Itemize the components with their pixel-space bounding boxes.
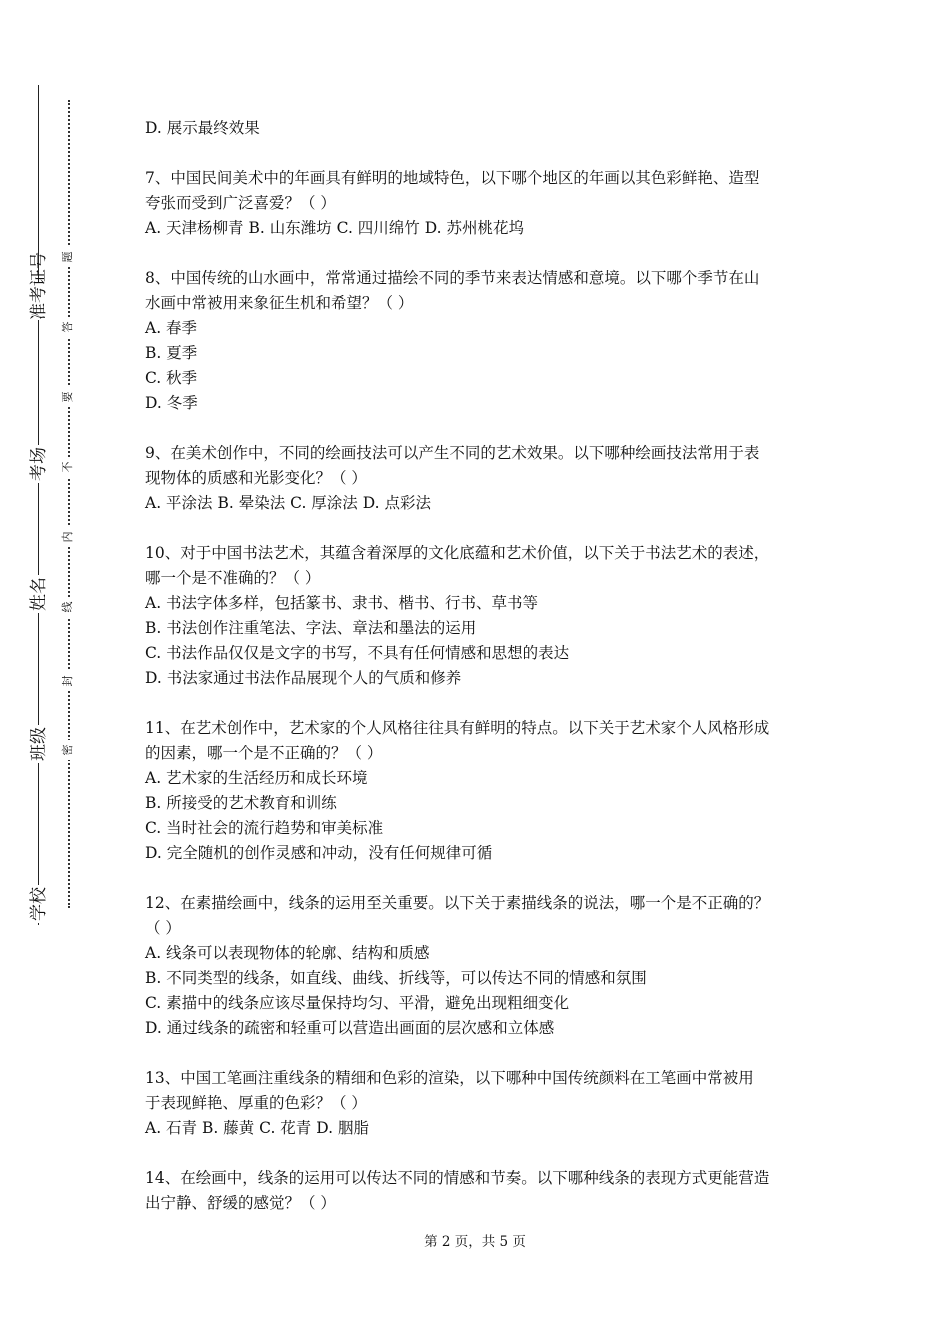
question-list [145,116,815,1216]
question-line: A. 平涂法 B. 晕染法 C. 厚涂法 D. 点彩法 [145,494,431,512]
question-line: 哪一个是不准确的？（ ） [145,569,321,587]
question-line: A. 线条可以表现物体的轮廓、结构和质感 [145,944,430,962]
question-stem-line: D. 展示最终效果 [145,119,260,137]
page-footer: 第 2 页，共 5 页 [424,1234,526,1250]
question-spacer [145,1041,815,1066]
question-line: B. 不同类型的线条，如直线、曲线、折线等，可以传达不同的情感和氛围 [145,969,647,987]
question-line: B. 夏季 [145,344,198,362]
seal-char: 封 [61,671,75,691]
question-spacer [145,866,815,891]
question-spacer [145,141,815,166]
question-stem-line: 11、在艺术创作中，艺术家的个人风格往往具有鲜明的特点。以下关于艺术家个人风格形成 [145,719,770,737]
question-spacer [145,241,815,266]
question-stem-line: 13、中国工笔画注重线条的精细和色彩的渲染，以下哪种中国传统颜料在工笔画中常被用 [145,1069,754,1087]
admission-number-field-label: 准考证号 [29,252,49,320]
question-line: 夸张而受到广泛喜爱？（ ） [145,194,336,212]
question-line: C. 当时社会的流行趋势和审美标准 [145,819,384,837]
seal-char: 答 [61,317,75,337]
question-stem-line: 14、在绘画中，线条的运用可以传达不同的情感和节奏。以下哪种线条的表现方式更能营造 [145,1169,770,1187]
question-block [145,541,815,691]
question-block [145,166,815,241]
question-stem-line: 12、在素描绘画中，线条的运用至关重要。以下关于素描线条的说法，哪一个是不正确的？ [145,894,770,912]
question-stem-line: 7、中国民间美术中的年画具有鲜明的地域特色，以下哪个地区的年画以其色彩鲜艳、造型 [145,169,760,187]
question-line: A. 艺术家的生活经历和成长环境 [145,769,368,787]
question-line: C. 素描中的线条应该尽量保持均匀、平滑，避免出现粗细变化 [145,994,570,1012]
seal-char: 线 [61,597,75,617]
question-spacer [145,516,815,541]
question-stem-line: 9、在美术创作中，不同的绘画技法可以产生不同的艺术效果。以下哪种绘画技法常用于表 [145,444,760,462]
question-line: 于表现鲜艳、厚重的色彩？（ ） [145,1094,367,1112]
exam-room-field-label: 考场 [29,447,49,481]
question-line: B. 所接受的艺术教育和训练 [145,794,337,812]
question-line: 水画中常被用来象征生机和希望？（ ） [145,294,414,312]
question-line: A. 石青 B. 藤黄 C. 花青 D. 胭脂 [145,1119,369,1137]
seal-char: 不 [61,457,75,477]
school-field-label: 学校 [29,887,49,921]
question-line: A. 天津杨柳青 B. 山东潍坊 C. 四川绵竹 D. 苏州桃花坞 [145,219,524,237]
question-block [145,116,815,141]
question-line: D. 完全随机的创作灵感和冲动，没有任何规律可循 [145,844,493,862]
question-block [145,1166,815,1216]
seal-dotted-line [68,100,70,908]
question-stem-line: 10、对于中国书法艺术，其蕴含着深厚的文化底蕴和艺术价值，以下关于书法艺术的表述， [145,544,770,562]
seal-char: 要 [61,387,75,407]
question-line: 的因素，哪一个是不正确的？（ ） [145,744,383,762]
name-field-label: 姓名 [29,577,49,611]
question-line: A. 书法字体多样，包括篆书、隶书、楷书、行书、草书等 [145,594,539,612]
question-line: 出宁静、舒缓的感觉？（ ） [145,1194,336,1212]
question-line: B. 书法创作注重笔法、字法、章法和墨法的运用 [145,619,477,637]
class-field-label: 班级 [29,727,49,761]
seal-char: 内 [61,527,75,547]
question-line: 现物体的质感和光影变化？（ ） [145,469,367,487]
seal-char: 密 [61,740,75,760]
question-block [145,266,815,416]
question-line: D. 冬季 [145,394,198,412]
question-block [145,1066,815,1141]
question-line: D. 通过线条的疏密和轻重可以营造出画面的层次感和立体感 [145,1019,555,1037]
question-spacer [145,691,815,716]
question-stem-line: 8、中国传统的山水画中，常常通过描绘不同的季节来表达情感和意境。以下哪个季节在山 [145,269,760,287]
question-line: A. 春季 [145,319,198,337]
question-block [145,441,815,516]
question-spacer [145,416,815,441]
question-spacer [145,1141,815,1166]
signature-line [38,85,39,925]
question-line: C. 秋季 [145,369,198,387]
question-block [145,716,815,866]
question-line: D. 书法家通过书法作品展现个人的气质和修养 [145,669,462,687]
binding-margin [0,0,110,1344]
question-block [145,891,815,1041]
seal-char: 题 [61,247,75,267]
question-line: （ ） [145,919,181,937]
question-line: C. 书法作品仅仅是文字的书写，不具有任何情感和思想的表达 [145,644,570,662]
